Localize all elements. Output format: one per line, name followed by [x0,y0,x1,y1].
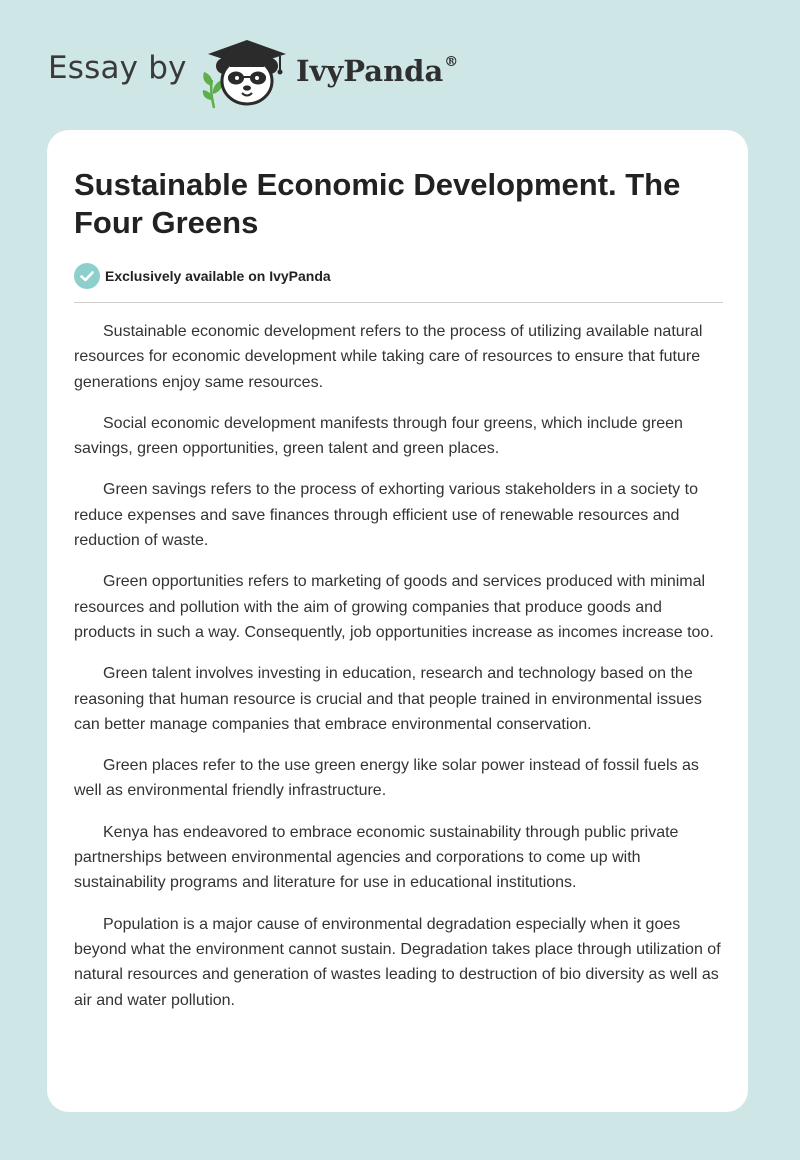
paragraph: Kenya has endeavored to embrace economic sustainability through public private partnerships between environmental agencies and corporations to come up with sustainability programs and literature for use in educational institutions. [74,823,679,892]
paragraph: Green places refer to the use green energy like solar power instead of fossil fuels as well as environmental friendly infrastructure. [74,757,699,800]
exclusive-badge-text: Exclusively available on IvyPanda [105,268,331,284]
site-header [48,34,568,110]
paragraph: Green talent involves investing in education, research and technology based on the reasoning that human resource is crucial and that people trained in environmental issues can better manage companies that embrace environmental conservation. [74,665,702,733]
divider [74,302,723,303]
panda-graduate-icon[interactable] [200,34,292,110]
registered-mark: ® [444,54,459,71]
essay-body [74,319,726,1029]
check-circle-icon [74,263,100,289]
essay-by-label: Essay by [48,50,187,86]
paragraph: Population is a major cause of environmental degradation especially when it goes beyond what the environment cannot sustain. Degradation takes place through utilization of natural resources and generation of wastes leading to destruction of bio diversity as well as air and water pollution. [74,915,721,1009]
essay-card [47,130,748,1112]
page-title: Sustainable Economic Development. The Four Greens [74,167,681,240]
brand-name: IvyPanda [296,54,444,88]
brand-logo-text[interactable] [296,54,458,88]
paragraph: Sustainable economic development refers to the process of utilizing available natural resources for economic development while taking care of resources to ensure that future generations enjoy same resources. [74,323,703,391]
paragraph: Green opportunities refers to marketing of goods and services produced with minimal resources and pollution with the aim of growing companies that produce goods and products in such a way. Consequently, job opportunities increase as incomes increase too. [74,573,714,641]
paragraph: Social economic development manifests through four greens, which include green savings, green opportunities, green talent and green places. [74,414,683,458]
paragraph: Green savings refers to the process of exhorting various stakeholders in a society to reduce expenses and save finances through efficient use of renewable resources and reduction of waste. [74,481,698,550]
leaf-icon [203,72,223,108]
